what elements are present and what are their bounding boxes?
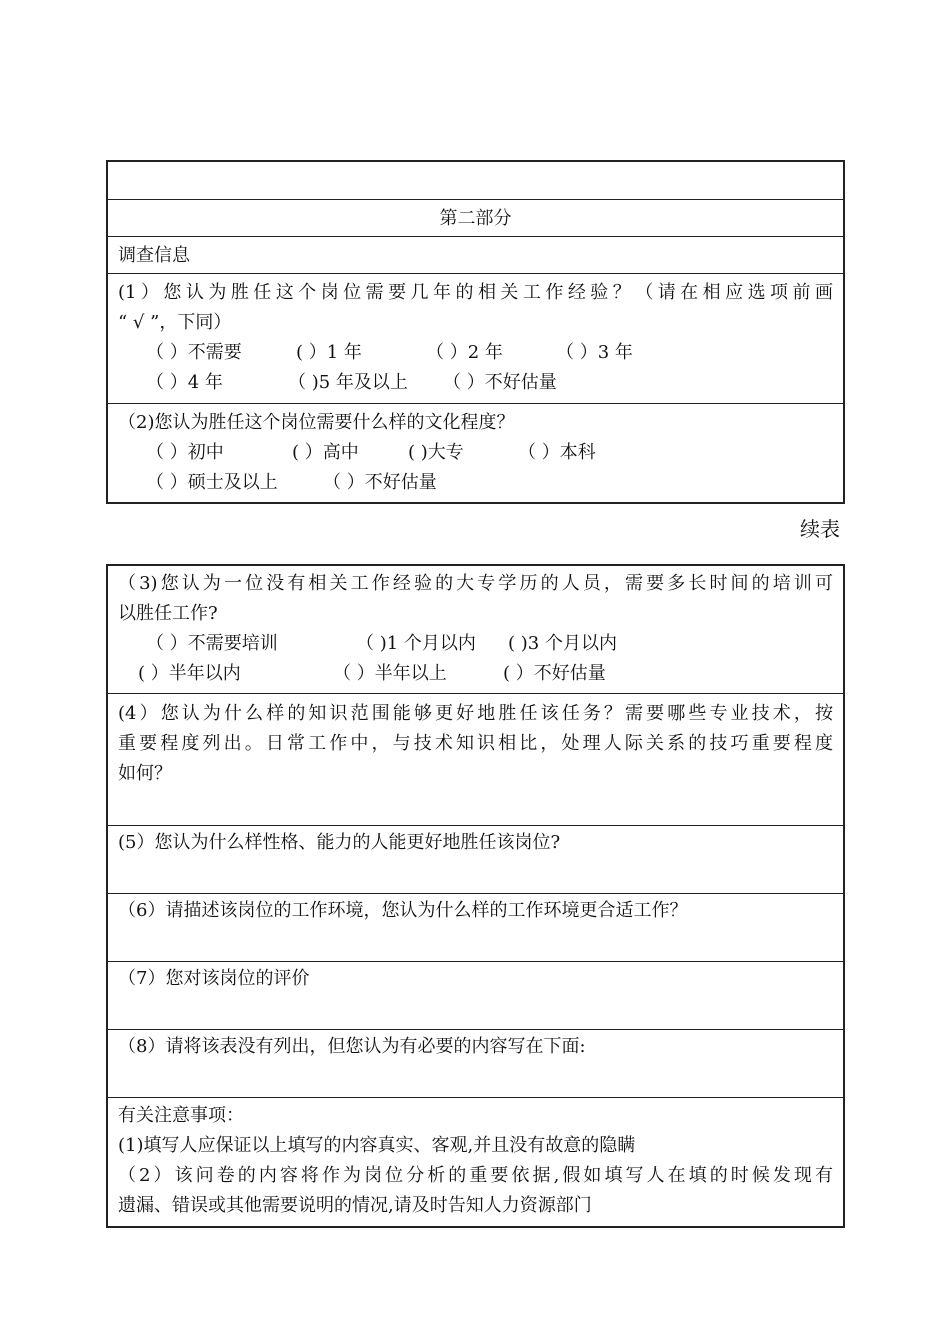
question-1-options-row-2 [108, 368, 843, 398]
question-2-cell [108, 404, 843, 502]
option-checkbox[interactable]: （ ）不需要培训 [146, 633, 278, 654]
part-title-row [108, 200, 843, 237]
question-1-options-row-1 [108, 338, 843, 368]
question-3-text-cont: 以胜任工作? [118, 603, 218, 624]
section-label: 调查信息 [118, 245, 190, 266]
notes-item-2-cont: 遗漏、错误或其他需要说明的情况,请及时告知人力资源部门 [118, 1195, 592, 1216]
option-checkbox[interactable]: ( )3 个月以内 [508, 633, 617, 654]
question-6-cell [108, 894, 843, 962]
option-checkbox[interactable]: ( )大专 [408, 442, 464, 463]
option-checkbox[interactable]: （ ）4 年 [146, 372, 223, 393]
question-3-text: （3)您认为一位没有相关工作经验的大专学历的人员，需要多长时间的培训可 [118, 573, 833, 594]
option-checkbox[interactable]: （ ）3 年 [556, 342, 633, 363]
question-5-text: (5）您认为什么样性格、能力的人能更好地胜任该岗位? [118, 832, 561, 853]
question-8-text: （8）请将该表没有列出，但您认为有必要的内容写在下面: [118, 1036, 586, 1057]
question-1-text-cont: “ √ ”，下同） [118, 312, 232, 333]
question-4-text-cont: 重要程度列出。日常工作中，与技术知识相比，处理人际关系的技巧重要程度 [118, 733, 833, 754]
question-1-cell [108, 274, 843, 404]
question-4-text: (4）您认为什么样的知识范围能够更好地胜任该任务？需要哪些专业技术，按 [118, 703, 833, 724]
question-2-text: （2)您认为胜任这个岗位需要什么样的文化程度？ [118, 412, 515, 433]
notes-item-2: （2）该问卷的内容将作为岗位分析的重要依据,假如填写人在填的时候发现有 [118, 1165, 833, 1186]
option-checkbox[interactable]: （ )1 个月以内 [356, 633, 476, 654]
question-4-cell [108, 694, 843, 826]
option-checkbox[interactable]: ( ）高中 [292, 442, 359, 463]
continued-label: 续表 [800, 517, 840, 541]
option-checkbox[interactable]: ( ）1 年 [296, 342, 362, 363]
question-7-cell [108, 962, 843, 1030]
question-1-text: (1）您认为胜任这个岗位需要几年的相关工作经验？（请在相应选项前画 [118, 282, 833, 303]
question-3-cell [108, 566, 843, 694]
option-checkbox[interactable]: （ ）不好估量 [443, 372, 557, 393]
option-checkbox[interactable]: ( ）不好估量 [503, 663, 606, 684]
notes-title: 有关注意事项： [118, 1105, 244, 1126]
option-checkbox[interactable]: （ ）硕士及以上 [146, 472, 278, 493]
option-checkbox[interactable]: （ ）半年以上 [333, 663, 447, 684]
question-5-cell [108, 826, 843, 894]
option-checkbox[interactable]: ( ）半年以内 [138, 663, 241, 684]
question-6-text: （6）请描述该岗位的工作环境，您认为什么样的工作环境更合适工作？ [118, 900, 688, 921]
question-3-options-row-1 [108, 629, 843, 659]
question-7-text: （7）您对该岗位的评价 [118, 968, 310, 989]
question-4-text-end: 如何？ [118, 763, 172, 784]
question-8-cell [108, 1030, 843, 1098]
section-label-row [108, 237, 843, 274]
question-2-options-row-1 [108, 438, 843, 468]
option-checkbox[interactable]: （ ）不好估量 [323, 472, 437, 493]
question-2-options-row-2 [108, 468, 843, 498]
question-3-options-row-2 [108, 659, 843, 689]
option-checkbox[interactable]: （ ）本科 [518, 442, 596, 463]
notes-cell [108, 1098, 843, 1226]
survey-table-part-two [106, 160, 845, 504]
survey-table-continued [106, 564, 845, 1228]
option-checkbox[interactable]: （ ）初中 [146, 442, 224, 463]
option-checkbox[interactable]: （ )5 年及以上 [288, 372, 408, 393]
notes-item-1: (1)填写人应保证以上填写的内容真实、客观,并且没有故意的隐瞒 [118, 1135, 636, 1156]
option-checkbox[interactable]: （ ）2 年 [426, 342, 503, 363]
part-title: 第二部分 [439, 208, 512, 229]
option-checkbox[interactable]: （ ）不需要 [146, 342, 242, 363]
empty-header-row [108, 162, 843, 200]
